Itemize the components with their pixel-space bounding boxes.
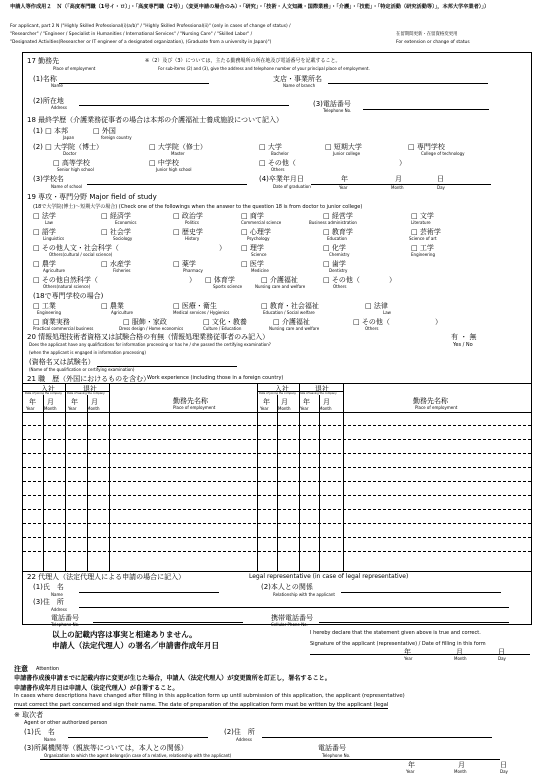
s19-sports-checkbox[interactable]: □ 体育学 (205, 276, 235, 284)
s19-vocational-dress-checkbox[interactable]: □ 服飾・家政 (123, 318, 167, 326)
s21-year-in-en-right: Year (260, 406, 269, 411)
s17-branch-field[interactable] (328, 83, 488, 84)
s19-vocational-law-checkbox[interactable]: □ 法律 (365, 302, 388, 310)
s22-cell-en: Cellular Phone No. (271, 622, 308, 627)
declaration-en-2: Signature of the applicant (representative) / Date of filling in this form (310, 641, 486, 647)
s22-addr-en: Address (51, 607, 67, 612)
s21-month-out-en-right: Month (319, 406, 332, 411)
agent-tel-en: Telephone No. (322, 753, 351, 758)
s19-medicine-checkbox[interactable]: □ 医学 (241, 260, 264, 268)
s19-engineering-checkbox[interactable]: □ 工学 (411, 244, 434, 252)
s21-month-out-left: 月 (91, 398, 98, 406)
s18-grad-day: 日 (437, 175, 444, 183)
declaration-en-1: I hereby declare that the statement given above is true and correct. (310, 630, 481, 636)
s19-business-en: Business administration (309, 220, 357, 225)
s22-title: 22 代理人（法定代理人による申請の場合に記入） (27, 573, 186, 581)
s19-sub2: (18で専門学校の場合) (33, 292, 104, 300)
s19-science-checkbox[interactable]: □ 理学 (241, 244, 264, 252)
s21-row[interactable] (23, 551, 531, 552)
s19-linguistics-en: Linguistics (43, 236, 65, 241)
s19-sociology-checkbox[interactable]: □ 社会学 (101, 228, 131, 236)
s19-others-close: ） (389, 276, 396, 284)
s21-row[interactable] (23, 425, 531, 426)
s21-place-en-left: Place of employment (173, 405, 216, 410)
s19-history-checkbox[interactable]: □ 歴史学 (173, 228, 203, 236)
s19-vocational-education-en: Education / Social welfare (263, 310, 315, 315)
s19-history-en: History (185, 236, 200, 241)
attention-jp-2: 申請書作成年月日は申請人（法定代理人）が自署すること。 (14, 685, 179, 692)
header-title-en-1: For applicant, part 2 N ("Highly Skilled Professional(i)(a/b)" / "Highly Skilled Professional(ii)" (only in cases of change of status) / (10, 24, 291, 29)
s17-address-en: Address (51, 105, 67, 110)
agent-day: 日 (500, 761, 507, 769)
s17-title-en: Place of employment (53, 66, 96, 71)
s19-education-checkbox[interactable]: □ 教育学 (323, 228, 353, 236)
s18-grad-label: (4)卒業年月日 (259, 175, 304, 183)
s18-junior-high-en: Junior high school (156, 167, 192, 172)
s19-chemistry-checkbox[interactable]: □ 化学 (323, 244, 346, 252)
s19-politics-checkbox[interactable]: □ 政治学 (173, 212, 203, 220)
s22-tel-en: Telephone No. (51, 622, 80, 627)
agent-name-label: (1)氏 名 (24, 728, 55, 736)
s18-junior-college-en: Junior college (333, 151, 361, 156)
s18-bachelor-en: Bachelor (271, 151, 289, 156)
s21-place-en-right: Place of employment (415, 405, 458, 410)
s19-commerce-checkbox[interactable]: □ 商学 (241, 212, 264, 220)
s19-science-en: Science (251, 252, 267, 257)
s18-master-en: Master (171, 151, 185, 156)
s17-phone-label: (3)電話番号 (313, 100, 351, 108)
s19-economics-checkbox[interactable]: □ 経済学 (101, 212, 131, 220)
s22-rel-label: (2)本人との関係 (261, 583, 313, 591)
s21-year-out-en-left: Year (68, 406, 77, 411)
s22-cell-field[interactable] (319, 622, 509, 623)
attention-title: 注意 (14, 665, 28, 673)
s19-vocational-agriculture-checkbox[interactable]: □ 農業 (101, 302, 124, 310)
s19-sociology-en: Sociology (113, 236, 133, 241)
s18-others-en: Others (271, 167, 285, 172)
agent-title-en: Agent or other authorized person (24, 720, 108, 726)
s18-college-tech-en: College of technology (421, 151, 465, 156)
s19-pharmacy-checkbox[interactable]: □ 薬学 (173, 260, 196, 268)
signature-field[interactable] (310, 654, 530, 655)
s21-row[interactable] (23, 481, 531, 482)
s19-law-checkbox[interactable]: □ 法学 (33, 212, 56, 220)
s19-vocational-engineering-checkbox[interactable]: □ 工業 (33, 302, 56, 310)
s18-bachelor-checkbox[interactable]: □ 大学 (259, 143, 282, 151)
s21-year-out-right: 年 (303, 398, 310, 406)
s21-month-in-left: 月 (47, 398, 54, 406)
s19-vocational-culture-checkbox[interactable]: □ 文化・教養 (203, 318, 247, 326)
s21-month-out-en-left: Month (87, 406, 100, 411)
s17-title: 17 勤務先 (27, 57, 60, 65)
s21-col (319, 395, 320, 571)
s19-linguistics-checkbox[interactable]: □ 語学 (33, 228, 56, 236)
s19-vocational-commerce-checkbox[interactable]: □ 商業実務 (33, 318, 70, 326)
s21-month-out-right: 月 (323, 398, 330, 406)
agent-org-label: (3)所属機関等（親族等については，本人との関係） (24, 744, 188, 752)
s17-note: ※（2）及び（3）については，主たる勤務場所の所在地及び電話番号を記載すること。 (145, 58, 341, 64)
s21-col (277, 395, 278, 571)
s21-in-en-left: Date of joining the company (25, 392, 62, 395)
s19-vocational-agriculture-en: Agriculture (111, 310, 133, 315)
s17-note-en: For sub-items (2) and (3), give the address and telephone number of your principal place of employment. (158, 66, 370, 71)
declaration-month: 月 (456, 648, 463, 656)
attention-jp-1: 申請書作成後申請までに記載内容に変更が生じた場合，申請人（法定代理人）が変更箇所を訂正し，署名すること。 (14, 675, 331, 682)
s21-col (257, 383, 258, 571)
s19-fisheries-checkbox[interactable]: □ 水産学 (101, 260, 131, 268)
s22-tel-field[interactable] (93, 622, 243, 623)
s17-name-label: (1)名称 (33, 75, 57, 83)
s18-school-en: Name of school (51, 184, 83, 189)
s19-vocational-education-checkbox[interactable]: □ 教育・社会福祉 (261, 302, 319, 310)
agent-name-field[interactable] (68, 737, 208, 738)
declaration-day: 日 (498, 648, 505, 656)
s22-name-en: Name (51, 592, 63, 597)
s20-name-en: (Name of the qualification or certifying examination) (29, 367, 135, 372)
s21-col (109, 383, 110, 571)
agent-month-en: Month (454, 769, 467, 774)
s19-art-checkbox[interactable]: □ 芸術学 (411, 228, 441, 236)
s19-commerce-en: Commercial science (241, 220, 282, 225)
s20-title: 20 情報処理技術者資格又は試験合格の有無（情報処理業務従事者のみ記入） (27, 333, 270, 341)
s19-vocational-nursing-en: Nursing care and welfare (269, 326, 320, 331)
s21-year-out-left: 年 (71, 398, 78, 406)
s19-dentistry-en: Dentistry (329, 268, 348, 273)
attention-en-2: must correct the part concerned and sign their name. The date of preparation of the application form must be written by the applicant (legal (14, 702, 389, 708)
s21-col (299, 383, 300, 571)
s19-fisheries-en: Fisheries (113, 268, 131, 273)
s18-senior-high-en: Senior high school (57, 167, 94, 172)
agent-tel-label: 電話番号 (318, 744, 346, 752)
s21-out-left: 退社 (83, 385, 97, 393)
s19-other-natural-en: Others(natural science) (43, 284, 91, 289)
s22-name-field[interactable] (79, 592, 219, 593)
header-title-jp: 申請人等作成用２ Ｎ（「高度専門職（1号イ・ロ）」・「高度専門職（2号）」（変更申請の場合のみ）・「研究」・「技術・人文知識・国際業務」・「介護」・「技能」・「特定活動（研究活動等）」，本邦大学卒業者）」） (10, 4, 490, 10)
s18-others-checkbox[interactable]: □ その他（ (259, 159, 296, 167)
agent-month: 月 (458, 761, 465, 769)
s19-sub1: (18で大学院(博士)～短期大学の場合) (Check one of the followings when the answer to the question 18 is from doctor to junior college) (33, 204, 363, 210)
s20-name-label: (資格名又は試験名） (29, 358, 95, 366)
s18-grad-year: 年 (341, 175, 348, 183)
s17-branch-en: Name of branch (283, 83, 316, 88)
s18-foreign-en: foreign country (101, 135, 132, 140)
s17-address-label: (2)所在地 (33, 97, 64, 105)
s19-education-en: Education (327, 236, 347, 241)
s18-foreign-checkbox[interactable]: □ 外国 (93, 127, 116, 135)
s18-junior-high-checkbox[interactable]: □ 中学校 (149, 159, 179, 167)
s22-rel-field[interactable] (341, 592, 501, 593)
s22-title-en: Legal representative (in case of legal representative) (249, 573, 409, 580)
s19-vocational-culture-en: Culture / Education (203, 326, 242, 331)
s19-law-en: Law (45, 220, 53, 225)
declaration-year: 年 (404, 648, 411, 656)
header-title-en-3: "Designated Activities(Researcher or IT engineer of a designated organization), (Graduate from a university in Japan)") (10, 40, 272, 45)
s19-vocational-dress-en: Dress design / Home economics (119, 326, 184, 331)
s19-vocational-others-close: ） (435, 318, 442, 326)
s21-place-left: 勤務先名称 (173, 397, 208, 405)
s21-out-en-right: Date of leaving the company (299, 392, 337, 395)
s21-title: 21 職 歴（外国におけるものを含む） (27, 375, 151, 383)
s21-row[interactable] (23, 453, 531, 454)
s21-row[interactable] (23, 523, 531, 524)
s19-literature-checkbox[interactable]: □ 文学 (411, 212, 434, 220)
agent-year-en: Year (406, 769, 415, 774)
s21-year-in-left: 年 (29, 398, 36, 406)
s19-agriculture-checkbox[interactable]: □ 農学 (33, 260, 56, 268)
s22-addr-field[interactable] (79, 607, 509, 608)
s18-grad-day-en: Day (437, 185, 445, 190)
s19-agriculture-en: Agriculture (43, 268, 65, 273)
s20-yes-no-en: Yes / No (453, 342, 473, 348)
s21-col (343, 383, 344, 571)
s21-col (87, 395, 88, 571)
s21-col (43, 395, 44, 571)
s19-other-humanities-close: ） (219, 244, 226, 252)
s21-in-left: 入社 (41, 385, 55, 393)
s19-other-humanities-checkbox[interactable]: □ その他人文・社会科学（ (33, 244, 119, 252)
s21-row[interactable] (23, 495, 531, 496)
header-title-en-2: "Researcher" / "Engineer / Specialist in Humanities / International Services" / "Nursing Care" / "Skilled Labor" / (10, 32, 253, 37)
s21-row[interactable] (23, 537, 531, 538)
s20-title-en: Does the applicant have any qualifications for information processing or has he / she passed the certifying examination? (29, 342, 271, 347)
s19-medicine-en: Medicine (251, 268, 269, 273)
attention-en-1: In cases where descriptions have changed after filling in this application form up until submission of this application, the applicant (representative) (14, 693, 405, 699)
declaration-year-en: Year (404, 656, 413, 661)
s21-in-right: 入社 (275, 385, 289, 393)
s19-vocational-engineering-en: Engineering (37, 310, 61, 315)
s20-yes-no[interactable]: 有 ・ 無 (451, 333, 477, 341)
s19-others-en: Others (333, 284, 347, 289)
s18-junior-college-checkbox[interactable]: □ 短期大学 (325, 143, 362, 151)
s18-master-checkbox[interactable]: □ 大学院（修士） (149, 143, 207, 151)
declaration-jp-1: 以上の記載内容は事実と相違ありません。 (52, 630, 197, 639)
s19-vocational-medical-checkbox[interactable]: □ 医療・衛生 (173, 302, 217, 310)
s18-senior-high-checkbox[interactable]: □ 高等学校 (53, 159, 90, 167)
s17-name-en: Name (51, 83, 63, 88)
s17-address-field[interactable] (79, 105, 289, 106)
s19-chemistry-en: Chemistry (329, 252, 350, 257)
s21-row[interactable] (23, 467, 531, 468)
s19-psychology-checkbox[interactable]: □ 心理学 (241, 228, 271, 236)
agent-addr-label: (2)住 所 (224, 728, 255, 736)
s21-out-en-left: Date of leaving the company (67, 392, 105, 395)
s19-literature-en: Literature (411, 220, 431, 225)
agent-day-en: Day (500, 769, 508, 774)
s19-politics-en: Politics (185, 220, 199, 225)
s19-economics-en: Economics (115, 220, 137, 225)
s18-grad-month-en: Month (391, 185, 404, 190)
s18-college-tech-checkbox[interactable]: □ 専門学校 (408, 143, 445, 151)
s19-nursing-en: Nursing care and welfare (255, 284, 306, 289)
s19-other-humanities-en: Others(cultural / social science) (49, 252, 113, 257)
s19-art-en: Science of art (409, 236, 437, 241)
application-form (22, 52, 532, 625)
s21-month-in-right: 月 (281, 398, 288, 406)
s17-branch-label: 支店・事業所名 (273, 75, 322, 83)
s18-japan-checkbox[interactable]: (1) □ 本邦 (33, 127, 68, 135)
s21-year-in-right: 年 (263, 398, 270, 406)
s19-business-checkbox[interactable]: □ 経営学 (323, 212, 353, 220)
s19-pharmacy-en: Pharmacy (183, 268, 203, 273)
s21-rule (23, 391, 109, 392)
agent-year: 年 (408, 761, 415, 769)
s19-vocational-commerce-en: Practical commercial business (33, 326, 94, 331)
s21-place-right: 勤務先名称 (413, 397, 448, 405)
s21-year-out-en-right: Year (300, 406, 309, 411)
s22-name-label: (1)氏 名 (33, 583, 64, 591)
s21-month-in-en-right: Month (278, 406, 291, 411)
s17-phone-en: Telephone No. (323, 108, 352, 113)
s19-title: 19 専攻・専門分野 Major field of study (27, 193, 157, 201)
s19-other-natural-checkbox[interactable]: □ その他自然科学（ (33, 276, 98, 284)
s19-vocational-law-en: Law (383, 310, 391, 315)
s18-title: 18 最終学歴（介護業務従事者の場合は本邦の介護福祉士養成施設について記入） (27, 116, 283, 124)
s17-phone-field[interactable] (363, 109, 489, 110)
s22-cell-label: 携帯電話番号 (271, 614, 313, 622)
s20-when: (when the applicant is engaged in information processing) (29, 350, 146, 355)
s21-year-in-en-left: Year (26, 406, 35, 411)
declaration-month-en: Month (454, 656, 467, 661)
s19-others-checkbox[interactable]: □ その他（ (323, 276, 360, 284)
agent-addr-field[interactable] (262, 737, 492, 738)
s17-name-field[interactable] (59, 83, 209, 84)
s21-month-in-en-left: Month (44, 406, 57, 411)
s21-col (65, 383, 66, 571)
s19-dentistry-checkbox[interactable]: □ 歯学 (323, 260, 346, 268)
s18-grad-en: Date of graduation (273, 184, 311, 189)
s19-engineering-en: Engineering (411, 252, 435, 257)
s21-row[interactable] (23, 439, 531, 440)
s19-other-natural-close: ） (189, 276, 196, 284)
s22-tel-label: 電話番号 (51, 614, 79, 622)
s19-vocational-nursing-checkbox[interactable]: □ 介護福祉 (273, 318, 310, 326)
agent-org-en: Organization to which the agent belongs(in case of a relative, relationship with the applicant) (44, 753, 232, 758)
declaration-jp-2: 申請人（法定代理人）の署名／申請書作成年月日 (52, 641, 220, 650)
header-purpose-en: For extension or change of status (396, 40, 470, 45)
s18-doctor-checkbox[interactable]: (2) □ 大学院（博士） (33, 143, 103, 151)
s19-nursing-checkbox[interactable]: □ 介護福祉 (261, 276, 298, 284)
agent-org-field[interactable] (40, 759, 500, 760)
s18-others-close: ） (399, 159, 406, 167)
agent-name-en: Name (44, 737, 56, 742)
s19-vocational-others-en: Others (365, 326, 379, 331)
s19-sports-en: Sports science (213, 284, 243, 289)
s19-psychology-en: Psychology (247, 236, 270, 241)
header-purpose-jp: 在留期間更新・在留資格変更用 (396, 32, 458, 37)
s18-school-field[interactable] (87, 184, 247, 185)
s18-doctor-en: Doctor (63, 151, 77, 156)
s19-vocational-medical-en: Medical services / Hygienics (173, 310, 230, 315)
s18-japan-en: Japan (63, 135, 75, 140)
s22-rel-en: Relationship with the applicant (273, 592, 335, 597)
s21-rule (257, 391, 343, 392)
s21-out-right: 退社 (315, 385, 329, 393)
agent-addr-en: Address (236, 737, 252, 742)
s19-vocational-others-checkbox[interactable]: □ その他（ (353, 318, 390, 326)
s21-row[interactable] (23, 509, 531, 510)
s18-school-label: (3)学校名 (33, 175, 64, 183)
declaration-day-en: Day (498, 656, 506, 661)
s21-in-en-right: Date of joining the company (259, 392, 296, 395)
s18-grad-year-en: Year (339, 185, 348, 190)
s18-grad-month: 月 (395, 175, 402, 183)
attention-title-en: Attention (36, 666, 60, 672)
agent-title: ※ 取次者 (14, 711, 44, 719)
s22-addr-label: (3)住 所 (33, 598, 64, 606)
s21-title-en: Work experience (including those in a foreign country) (147, 375, 284, 381)
